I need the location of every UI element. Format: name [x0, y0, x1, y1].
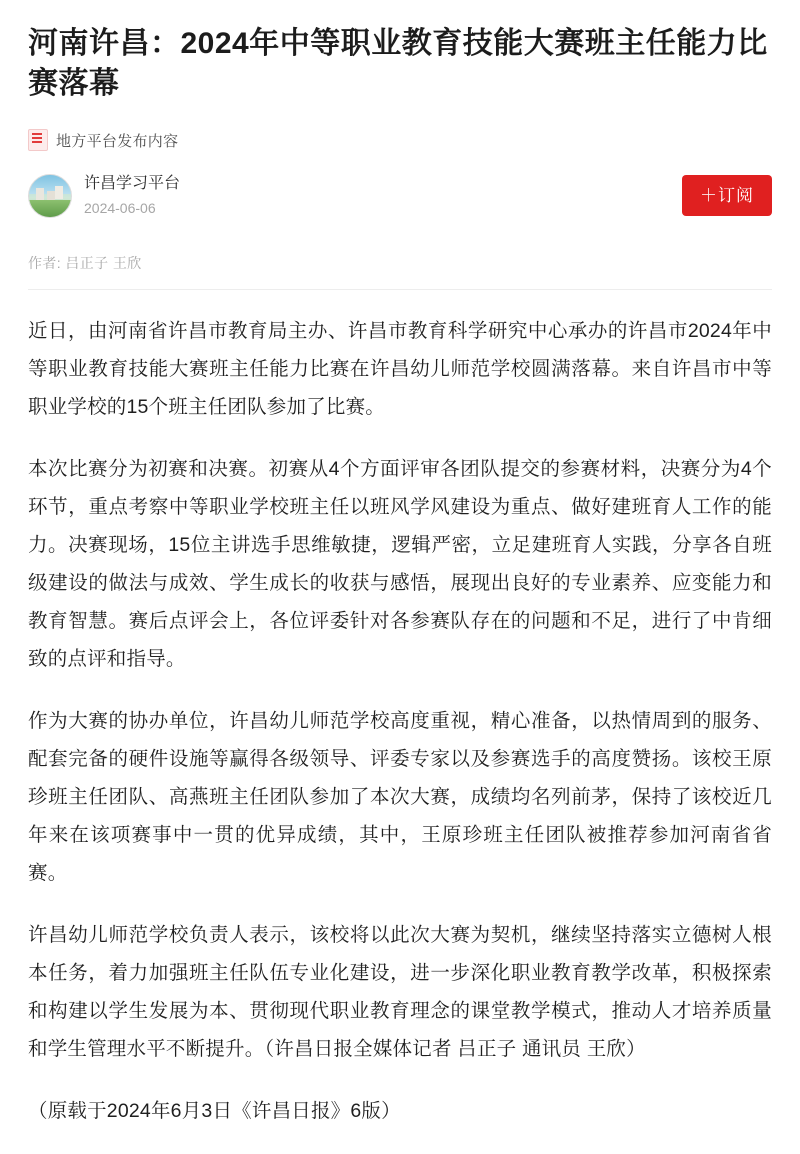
publish-date: 2024-06-06 — [84, 199, 156, 216]
avatar[interactable] — [28, 174, 72, 218]
account-row — [28, 173, 772, 218]
document-badge-icon — [28, 129, 48, 151]
source-label: 地方平台发布内容 — [56, 132, 179, 150]
paragraph: 许昌幼儿师范学校负责人表示，该校将以此次大赛为契机，继续坚持落实立德树人根本任务，着力加强班主任队伍专业化建设，进一步深化职业教育教学改革，积极探索和构建以学生发展为本、贯彻现代职业教育理念的课堂教学模式，推动人才培养质量和学生管理水平不断提升。（许昌日报全媒体记者 吕正子 通讯员 王欣） — [28, 923, 772, 1060]
article-body — [28, 312, 772, 1130]
account-meta — [84, 173, 180, 218]
paragraph: 近日，由河南省许昌市教育局主办、许昌市教育科学研究中心承办的许昌市2024年中等职业教育技能大赛班主任能力比赛在许昌幼儿师范学校圆满落幕。来自许昌市中等职业学校的15个班主任团队参加了比赛。 — [28, 319, 772, 418]
avatar-ground — [29, 200, 71, 217]
source-line — [28, 129, 772, 151]
footnote: （原载于2024年6月3日《许昌日报》6版） — [28, 1099, 401, 1122]
page-title: 河南许昌：2024年中等职业教育技能大赛班主任能力比赛落幕 — [28, 27, 768, 100]
avatar-buildings — [36, 188, 44, 201]
author-line: 作者: 吕正子 王欣 — [28, 254, 142, 271]
subscribe-button[interactable]: ＋订阅 — [682, 175, 772, 216]
account-name[interactable]: 许昌学习平台 — [84, 175, 181, 193]
header-divider — [28, 289, 772, 290]
paragraph: 本次比赛分为初赛和决赛。初赛从4个方面评审各团队提交的参赛材料，决赛分为4个环节，重点考察中等职业学校班主任以班风学风建设为重点、做好建班育人工作的能力。决赛现场，15位主讲选手思维敏捷，逻辑严密，立足建班育人实践，分享各自班级建设的做法与成效、学生成长的收获与感悟，展现出良好的专业素养、应变能力和教育智慧。赛后点评会上，各位评委针对各参赛队存在的问题和不足，进行了中肯细致的点评和指导。 — [28, 457, 772, 670]
paragraph: 作为大赛的协办单位，许昌幼儿师范学校高度重视，精心准备，以热情周到的服务、配套完备的硬件设施等赢得各级领导、评委专家以及参赛选手的高度赞扬。该校王原珍班主任团队、高燕班主任团队参加了本次大赛，成绩均名列前茅，保持了该校近几年来在该项赛事中一贯的优异成绩，其中，王原珍班主任团队被推荐参加河南省省赛。 — [28, 709, 772, 884]
